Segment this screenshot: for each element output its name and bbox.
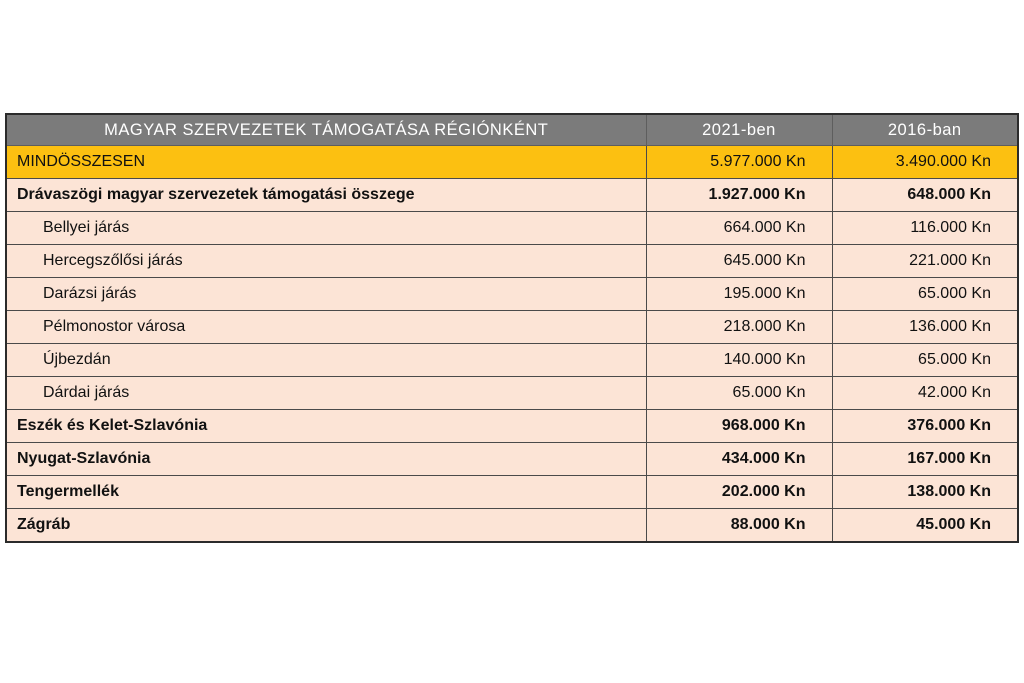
row-label: Drávaszögi magyar szervezetek támogatási összege (6, 179, 646, 212)
row-label: Darázsi járás (6, 278, 646, 311)
row-2016: 45.000 Kn (832, 509, 1018, 543)
table-row (6, 212, 1018, 245)
row-label: Újbezdán (6, 344, 646, 377)
row-2016: 65.000 Kn (832, 344, 1018, 377)
row-label: Pélmonostor városa (6, 311, 646, 344)
row-2016: 376.000 Kn (832, 410, 1018, 443)
row-2016: 648.000 Kn (832, 179, 1018, 212)
row-label: Hercegszőlősi járás (6, 245, 646, 278)
row-label: Tengermellék (6, 476, 646, 509)
table-header-row (6, 114, 1018, 146)
table-row (6, 509, 1018, 543)
row-2016: 116.000 Kn (832, 212, 1018, 245)
row-label: Bellyei járás (6, 212, 646, 245)
row-2016: 42.000 Kn (832, 377, 1018, 410)
row-label: Nyugat-Szlavónia (6, 443, 646, 476)
row-2016: 65.000 Kn (832, 278, 1018, 311)
row-2021: 968.000 Kn (646, 410, 832, 443)
row-label: Dárdai járás (6, 377, 646, 410)
row-2016: 167.000 Kn (832, 443, 1018, 476)
row-2021: 140.000 Kn (646, 344, 832, 377)
row-2021: 645.000 Kn (646, 245, 832, 278)
total-2021: 5.977.000 Kn (646, 146, 832, 179)
table-row (6, 476, 1018, 509)
row-2016: 221.000 Kn (832, 245, 1018, 278)
row-2021: 88.000 Kn (646, 509, 832, 543)
header-2021: 2021-ben (646, 114, 832, 146)
row-2021: 202.000 Kn (646, 476, 832, 509)
total-2016: 3.490.000 Kn (832, 146, 1018, 179)
row-2016: 136.000 Kn (832, 311, 1018, 344)
table-row (6, 377, 1018, 410)
row-2021: 65.000 Kn (646, 377, 832, 410)
table-row (6, 245, 1018, 278)
regional-support-table (5, 113, 1019, 543)
support-table-container (5, 113, 1017, 543)
row-2021: 664.000 Kn (646, 212, 832, 245)
header-region: MAGYAR SZERVEZETEK TÁMOGATÁSA RÉGIÓNKÉNT (6, 114, 646, 146)
table-row (6, 443, 1018, 476)
table-row (6, 179, 1018, 212)
row-2021: 434.000 Kn (646, 443, 832, 476)
table-row (6, 344, 1018, 377)
table-row (6, 278, 1018, 311)
row-2021: 195.000 Kn (646, 278, 832, 311)
total-row (6, 146, 1018, 179)
row-2021: 218.000 Kn (646, 311, 832, 344)
row-2021: 1.927.000 Kn (646, 179, 832, 212)
table-row (6, 410, 1018, 443)
total-label: MINDÖSSZESEN (6, 146, 646, 179)
row-label: Eszék és Kelet-Szlavónia (6, 410, 646, 443)
row-2016: 138.000 Kn (832, 476, 1018, 509)
table-row (6, 311, 1018, 344)
header-2016: 2016-ban (832, 114, 1018, 146)
row-label: Zágráb (6, 509, 646, 543)
